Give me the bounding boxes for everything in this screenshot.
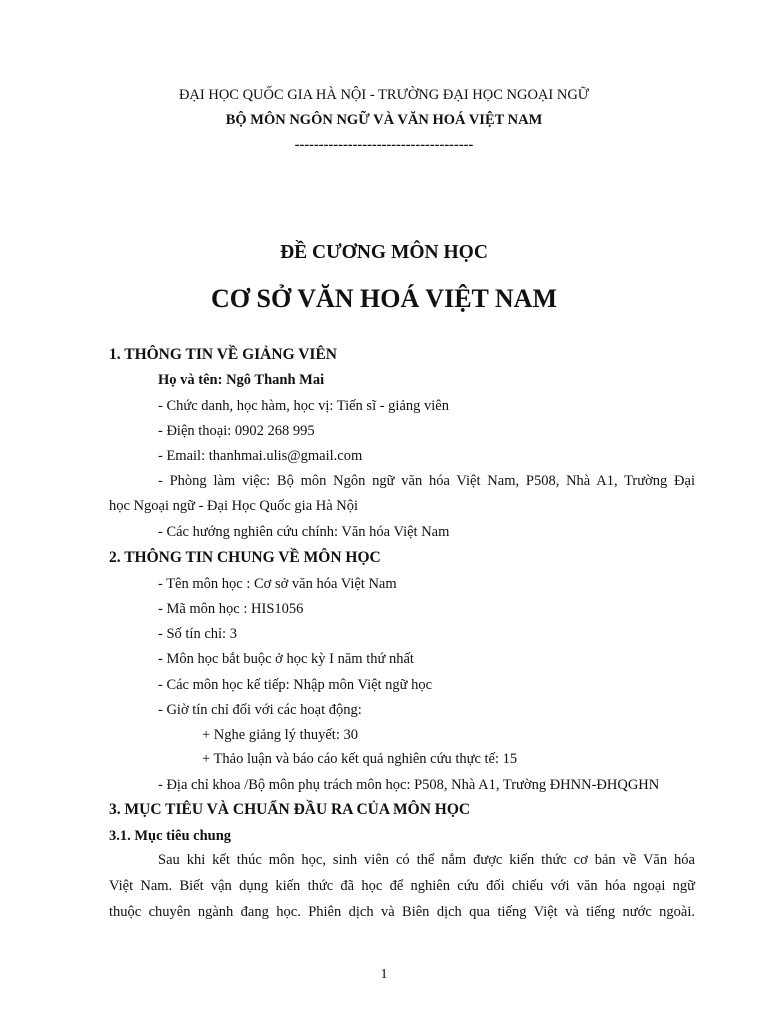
lecturer-office-line1: - Phòng làm việc: Bộ môn Ngôn ngữ văn hóa Việt Nam, P508, Nhà A1, Trường Đại [158, 473, 695, 489]
hours-discussion: + Thảo luận và báo cáo kết quả nghiên cứu thực tế: 15 [202, 751, 518, 767]
paragraph-line-2: Việt Nam. Biết vận dụng kiến thức đã học để nghiên cứu đối chiếu với văn hóa ngoại ngữ [109, 878, 695, 894]
section-2-heading: 2. THÔNG TIN CHUNG VỀ MÔN HỌC [109, 549, 381, 566]
course-hours: - Giờ tín chỉ đối với các hoạt động: [158, 702, 362, 718]
university-name: ĐẠI HỌC QUỐC GIA HÀ NỘI - TRƯỜNG ĐẠI HỌC NGOẠI NGỮ [178, 87, 590, 103]
page-number: 1 [380, 967, 388, 982]
course-required: - Môn học bắt buộc ở học kỳ I năm thứ nhất [158, 651, 414, 667]
department-address: - Địa chỉ khoa /Bộ môn phụ trách môn học: P508, Nhà A1, Trường ĐHNN-ĐHQGHN [158, 777, 660, 793]
document-subtitle: ĐỀ CƯƠNG MÔN HỌC [280, 242, 488, 263]
document-title: CƠ SỞ VĂN HOÁ VIỆT NAM [211, 284, 557, 313]
course-code: - Mã môn học : HIS1056 [158, 601, 304, 617]
course-credits: - Số tín chỉ: 3 [158, 626, 237, 642]
lecturer-title: - Chức danh, học hàm, học vị: Tiến sĩ - giảng viên [158, 398, 449, 414]
lecturer-name-value: Ngô Thanh Mai [226, 372, 325, 388]
course-next: - Các môn học kế tiếp: Nhập môn Việt ngữ học [158, 677, 433, 693]
section-3-heading: 3. MỤC TIÊU VÀ CHUẨN ĐẦU RA CỦA MÔN HỌC [109, 801, 471, 818]
lecturer-office-line2: học Ngoại ngữ - Đại Học Quốc gia Hà Nội [109, 498, 359, 514]
lecturer-name-label: Họ và tên: [158, 372, 223, 388]
hours-lecture: + Nghe giảng lý thuyết: 30 [202, 727, 358, 743]
lecturer-phone: - Điện thoại: 0902 268 995 [158, 423, 315, 439]
section-1-title: THÔNG TIN VỀ GIẢNG VIÊN [124, 346, 337, 363]
course-name: - Tên môn học : Cơ sở văn hóa Việt Nam [158, 576, 397, 592]
section-1-number: 1 [109, 346, 117, 363]
section-1-heading: 1. THÔNG TIN VỀ GIẢNG VIÊN [109, 346, 337, 363]
lecturer-research: - Các hướng nghiên cứu chính: Văn hóa Việt Nam [158, 524, 450, 540]
header-divider: ------------------------------------- [294, 137, 474, 153]
paragraph-line-3: thuộc chuyên ngành đang học. Phiên dịch và Biên dịch qua tiếng Việt và tiếng nước ngoài. [109, 904, 695, 920]
section-3-1-heading: 3.1. Mục tiêu chung [109, 828, 232, 844]
paragraph-line-1: Sau khi kết thúc môn học, sinh viên có thể nắm được kiến thức cơ bản về Văn hóa [158, 852, 695, 868]
department-name: BỘ MÔN NGÔN NGỮ VÀ VĂN HOÁ VIỆT NAM [225, 112, 543, 128]
lecturer-name-row [158, 371, 324, 389]
lecturer-email: - Email: thanhmai.ulis@gmail.com [158, 448, 363, 464]
